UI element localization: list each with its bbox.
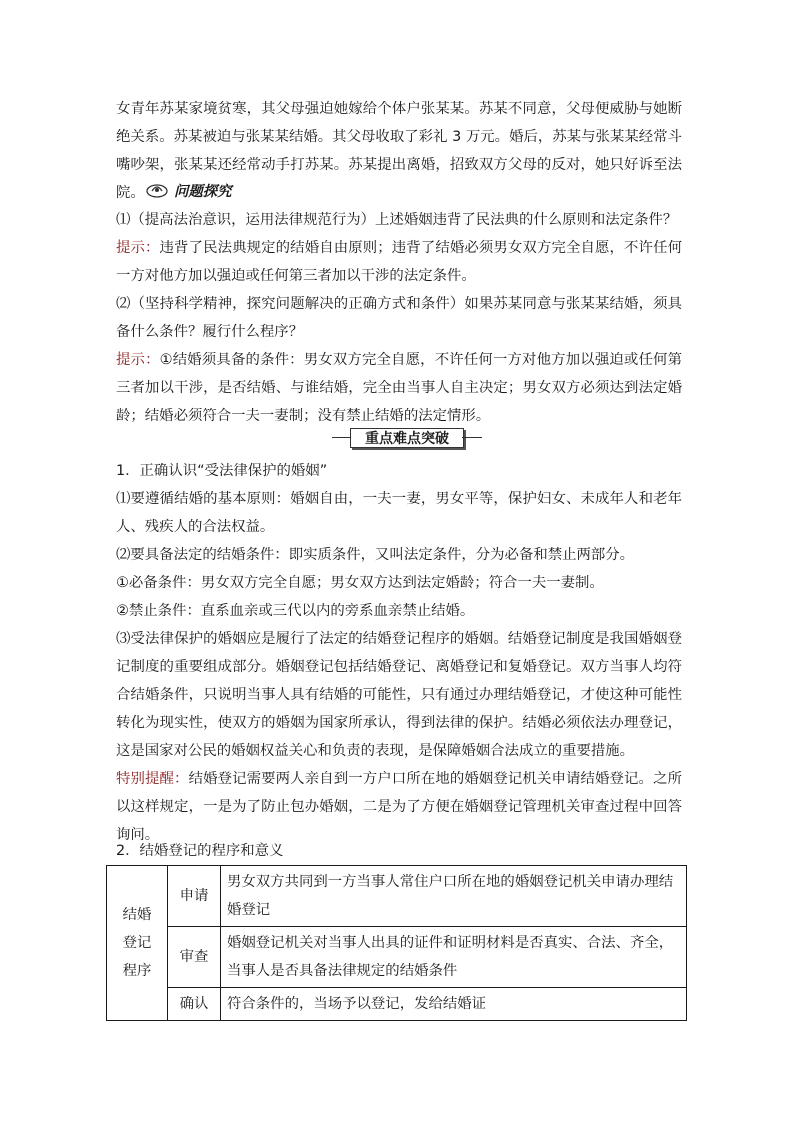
question-explore-icon [146,181,168,199]
section-title: 问题探究 [174,183,232,200]
question-1: ⑴（提高法治意识，运用法律规范行为）上述婚姻违背了民法典的什么原则和法定条件？ [116,212,678,228]
table-title-line: 登记 [122,935,152,951]
table-title-line: 结婚 [122,907,152,923]
table-row [107,988,687,1021]
step-description: 男女双方共同到一方当事人常住户口所在地的婚姻登记机关申请办理结婚登记 [221,866,687,927]
step-cell: 确认 [168,988,221,1021]
table-row [107,927,687,988]
step-description: 婚姻登记机关对当事人出具的证件和证明材料是否真实、合法、齐全，当事人是否具备法律规定的结婚条件 [221,927,687,988]
banner-rule-left [332,437,352,438]
step-cell: 审查 [168,927,221,988]
answer-1-text: 违背了民法典规定的结婚自由原则；违背了结婚必须男女双方完全自愿，不许任何一方对他方加以强迫或任何第三者加以干涉的法定条件。 [116,240,682,284]
banner-title: 重点难点突破 [350,428,464,448]
table-title-cell [107,866,168,1021]
question-2: ⑵（坚持科学精神，探究问题解决的正确方式和条件）如果苏某同意与张某某结婚，须具备什么条件？履行什么程序？ [116,296,682,340]
point-2-title: 2．结婚登记的程序和意义 [116,843,284,859]
reminder-label: 特别提醒： [116,771,189,787]
hint-label: 提示： [116,352,160,368]
step-description: 符合条件的，当场予以登记，发给结婚证 [221,988,687,1021]
step-cell: 申请 [168,866,221,927]
point-1-item-2: ⑵要具备法定的结婚条件：即实质条件，又叫法定条件，分为必备和禁止两部分。 [116,547,635,563]
hint-label: 提示： [116,240,160,256]
table-row [107,866,687,927]
registration-procedure-table [106,865,687,1021]
intro-paragraph: 女青年苏某家境贫寒，其父母强迫她嫁给个体户张某某。苏某不同意，父母便威胁与她断绝关系。苏某被迫与张某某结婚。其父母收取了彩礼 3 万元。婚后，苏某与张某某经常斗嘴吵架，张某某还经常动手打苏某。苏某提出离婚，招致双方父母的反对，她只好诉至法院。 [116,101,682,201]
point-1-item-5: ⑶受法律保护的婚姻应是履行了法定的结婚登记程序的婚姻。结婚登记制度是我国婚姻登记制度的重要组成部分。婚姻登记包括结婚登记、离婚登记和复婚登记。双方当事人均符合结婚条件，只说明当事人具有结婚的可能性，只有通过办理结婚登记，才使这种可能性转化为现实性，使双方的婚姻为国家所承认，得到法律的保护。结婚必须依法办理登记，这是国家对公民的婚姻权益关心和负责的表现，是保障婚姻合法成立的重要措施。 [116,631,682,759]
point-1-item-3: ①必备条件：男女双方完全自愿；男女双方达到法定婚龄；符合一夫一妻制。 [116,575,604,591]
answer-2-text: ①结婚须具备的条件：男女双方完全自愿，不许任何一方对他方加以强迫或任何第三者加以干涉，是否结婚、与谁结婚，完全由当事人自主决定；男女双方必须达到法定婚龄；结婚必须符合一夫一妻制；没有禁止结婚的法定情形。 [116,352,682,424]
banner-rule-right [462,437,482,438]
section-heading [146,179,232,201]
answer-1 [116,234,682,290]
reminder-text: 结婚登记需要两人亲自到一方户口所在地的婚姻登记机关申请结婚登记。之所以这样规定，一是为了防止包办婚姻，二是为了方便在婚姻登记管理机关审查过程中回答询问。 [116,771,682,843]
point-1-title: 1．正确认识“受法律保护的婚姻” [116,463,328,479]
answer-2 [116,346,682,430]
section-banner [336,428,478,448]
point-1-item-4: ②禁止条件：直系血亲或三代以内的旁系血亲禁止结婚。 [116,603,475,619]
point-1-item-1: ⑴要遵循结婚的基本原则：婚姻自由，一夫一妻，男女平等，保护妇女、未成年人和老年人、残疾人的合法权益。 [116,491,682,535]
table-title-line: 程序 [122,963,152,979]
